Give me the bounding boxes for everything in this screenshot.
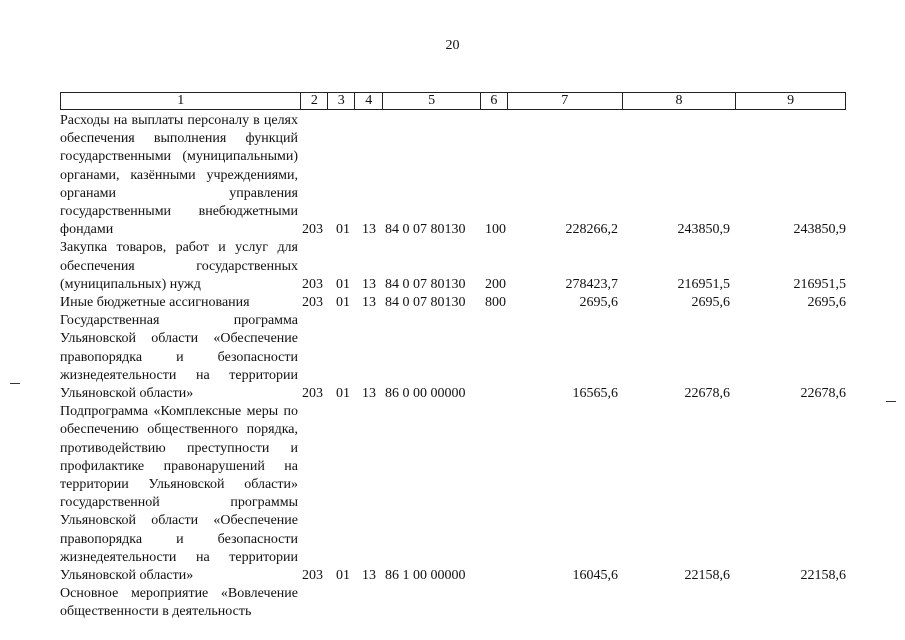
table-row	[60, 112, 846, 239]
header-col-8: 8	[622, 93, 736, 109]
cell-c7: 228266,2	[565, 222, 618, 238]
cell-c9: 22158,6	[800, 568, 846, 584]
cell-c8: 216951,5	[677, 276, 730, 292]
row-name: Расходы на выплаты персоналу в целях обеспечения выполнения функций государственными (муниципальными) органами, казёнными учреждениями, органами управления государственными внебюджетными фондами	[60, 113, 298, 238]
cell-c5: 84 0 07 80130	[385, 295, 466, 311]
table-row	[60, 585, 846, 621]
header-col-3: 3	[327, 93, 354, 109]
cell-c2: 203	[302, 276, 323, 292]
cell-c5: 84 0 07 80130	[385, 276, 466, 292]
header-col-4: 4	[354, 93, 382, 109]
page-number: 20	[445, 38, 460, 53]
cell-c9: 22678,6	[800, 386, 846, 402]
row-name: Закупка товаров, работ и услуг для обеспечения государственных (муниципальных) нужд	[60, 240, 298, 292]
table-header	[60, 92, 846, 110]
cell-c6: 800	[485, 295, 506, 311]
cell-c7: 16045,6	[572, 568, 618, 584]
row-name: Иные бюджетные ассигнования	[60, 295, 250, 311]
cell-c3: 01	[336, 386, 350, 402]
cell-c5: 86 0 00 00000	[385, 386, 466, 402]
cell-c3: 01	[336, 568, 350, 584]
cell-c8: 2695,6	[691, 295, 730, 311]
table-row	[60, 239, 846, 294]
cell-c2: 203	[302, 386, 323, 402]
cell-c5: 84 0 07 80130	[385, 222, 466, 238]
cell-c9: 2695,6	[807, 295, 846, 311]
margin-mark-left	[10, 383, 20, 384]
table-row	[60, 403, 846, 585]
cell-c7: 16565,6	[572, 386, 618, 402]
cell-c3: 01	[336, 276, 350, 292]
cell-c4: 13	[362, 276, 376, 292]
header-col-6: 6	[480, 93, 507, 109]
cell-c7: 278423,7	[565, 276, 618, 292]
header-col-7: 7	[507, 93, 622, 109]
cell-c4: 13	[362, 568, 376, 584]
cell-c2: 203	[302, 222, 323, 238]
cell-c3: 01	[336, 295, 350, 311]
cell-c5: 86 1 00 00000	[385, 568, 466, 584]
cell-c2: 203	[302, 568, 323, 584]
margin-mark-right	[886, 401, 896, 402]
cell-c9: 216951,5	[793, 276, 846, 292]
budget-table	[60, 112, 846, 622]
table-row	[60, 312, 846, 403]
cell-c8: 243850,9	[677, 222, 730, 238]
cell-c6: 200	[485, 276, 506, 292]
header-col-5: 5	[382, 93, 480, 109]
cell-c4: 13	[362, 386, 376, 402]
cell-c4: 13	[362, 295, 376, 311]
cell-c2: 203	[302, 295, 323, 311]
row-name: Государственная программа Ульяновской области «Обеспечение правопорядка и безопасности жизнедеятельности на территории Ульяновской области»	[60, 313, 298, 402]
cell-c7: 2695,6	[579, 295, 618, 311]
table-row	[60, 294, 846, 312]
cell-c3: 01	[336, 222, 350, 238]
cell-c6: 100	[485, 222, 506, 238]
header-col-1: 1	[177, 93, 185, 108]
cell-c8: 22678,6	[684, 386, 730, 402]
cell-c4: 13	[362, 222, 376, 238]
cell-c8: 22158,6	[684, 568, 730, 584]
row-name: Подпрограмма «Комплексные меры по обеспечению общественного порядка, противодействию преступности и профилактике правонарушений на территории Ульяновской области» государственной программы Ульяновской области «Обеспечение правопорядка и безопасности жизнедеятельности на территории Ульяновской области»	[60, 404, 298, 584]
cell-c9: 243850,9	[793, 222, 846, 238]
header-col-2: 2	[300, 93, 327, 109]
header-col-9: 9	[735, 93, 845, 109]
row-name: Основное мероприятие «Вовлечение общественности в деятельность	[60, 586, 298, 620]
